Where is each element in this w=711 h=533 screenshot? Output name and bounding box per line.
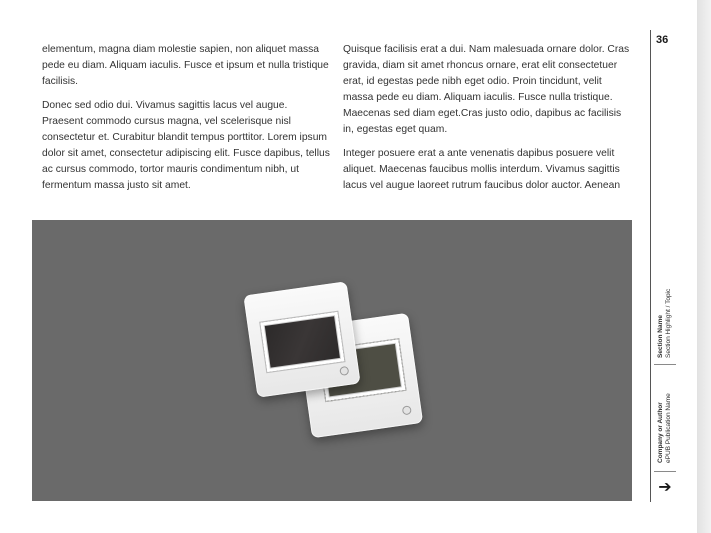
slide-hole: [339, 366, 349, 376]
text-column-right: [343, 42, 631, 202]
slide-film-window: [259, 311, 345, 374]
photo-slides-image: [32, 220, 632, 501]
page-edge: [697, 0, 711, 533]
arrow-right-icon[interactable]: ➔: [658, 479, 672, 496]
paragraph: elementum, magna diam molestie sapien, non aliquet massa pede eu diam. Aliquam iaculis. Fusce et ipsum et nulla tristique facilisis.: [42, 44, 329, 87]
sidebar-separator: [654, 471, 676, 472]
page-number: 36: [656, 34, 669, 46]
slide-hole: [402, 405, 412, 415]
section-label: [657, 248, 673, 358]
paragraph: Donec sed odio dui. Vivamus sagittis lacus vel augue. Praesent commodo cursus magna, vel scelerisque nisl consectetur et. Curabitur blandit tempus porttitor. Lorem ipsum dolor sit amet, consectetur adipiscing elit. Fusce dapibus, tellus ac cursus commodo, tortor mauris condimentum nibh, ut fermentum massa justo sit amet.: [42, 100, 330, 191]
publication-name: ePUB Publication Name: [665, 393, 672, 463]
publication-label: [657, 353, 673, 463]
sidebar-divider: [650, 30, 651, 502]
section-name: Section Name: [657, 315, 664, 358]
company-name: Company or Author: [657, 402, 664, 463]
paragraph: Quisque facilisis erat a dui. Nam malesuada ornare dolor. Cras gravida, diam sit amet rhoncus ornare, erat elit consectetuer erat, id egestas pede nibh eget odio. Proin tincidunt, velit massa pede eu diam. Aliquam iaculis. Fusce nulla tristique. Maecenas sed diam eget.Cras justo odio, dapibus ac facilisis in, egestas eget quam.: [343, 44, 630, 135]
paragraph: Integer posuere erat a ante venenatis dapibus posuere velit aliquet. Maecenas faucibus mollis interdum. Vivamus sagittis lacus vel augue laoreet rutrum faucibus dolor auctor. Aenean: [343, 148, 621, 191]
text-column-left: [42, 42, 330, 202]
slide-mount-front: [243, 281, 360, 397]
section-topic: Section Highlight / Topic: [665, 288, 672, 358]
